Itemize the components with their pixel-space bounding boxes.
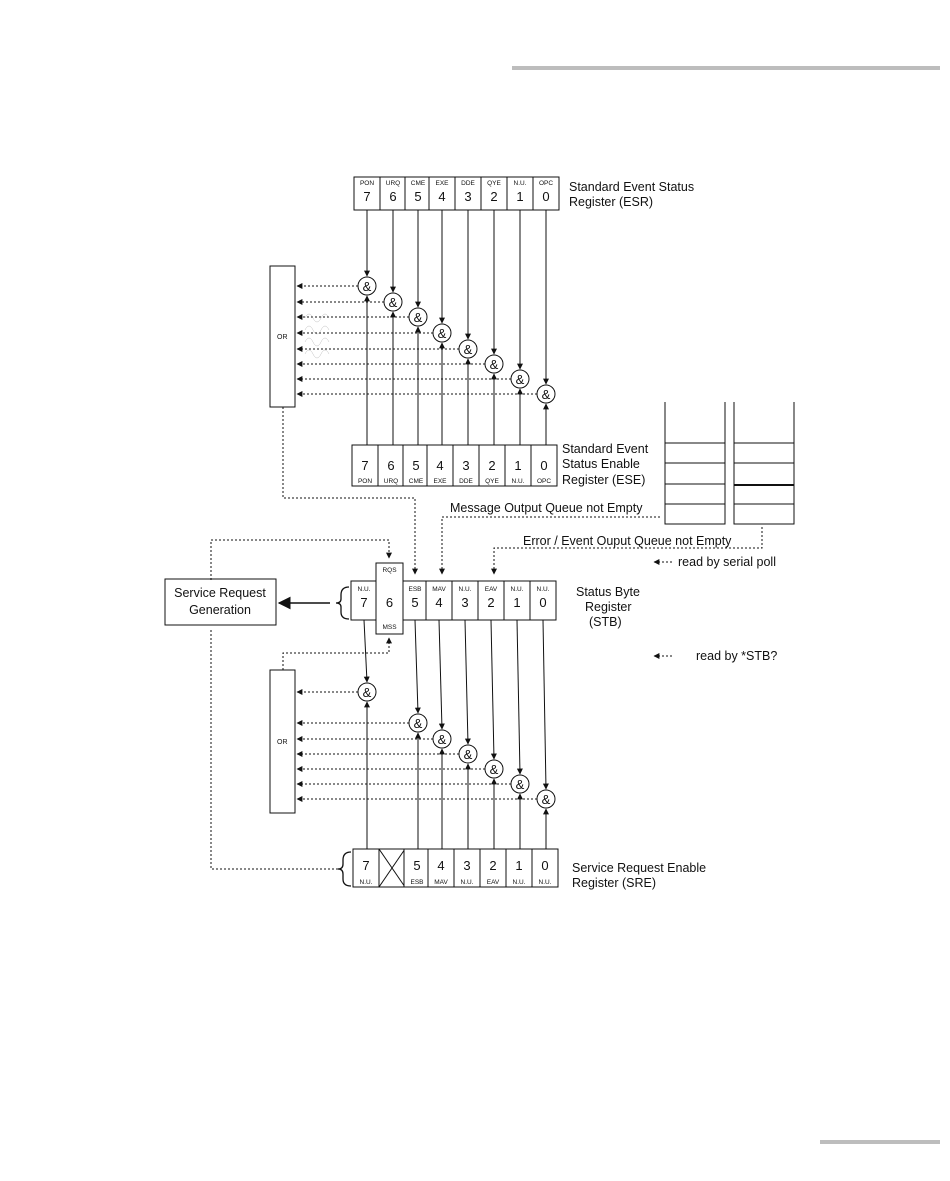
message-queue-label: Message Output Queue not Empty bbox=[450, 501, 643, 515]
stb-to-gate-line bbox=[364, 620, 367, 682]
and-gate-symbol: & bbox=[515, 777, 525, 792]
stb-bit-label: N.U. bbox=[458, 586, 472, 593]
and-gate-symbol: & bbox=[413, 310, 423, 325]
ese-bit-label: DDE bbox=[459, 478, 473, 485]
esr-bit-num: 0 bbox=[542, 189, 550, 204]
stb-to-gate-line bbox=[517, 620, 520, 774]
ese-bit-label: N.U. bbox=[511, 478, 525, 485]
esr-bit-num: 1 bbox=[516, 189, 524, 204]
ese-bit-num: 0 bbox=[540, 458, 548, 473]
ese-bit-num: 1 bbox=[514, 458, 522, 473]
stb-to-gate-line bbox=[415, 620, 418, 713]
stb-bit-num: 2 bbox=[487, 595, 495, 610]
sre-bit-num: 2 bbox=[489, 858, 497, 873]
ese-bit-num: 3 bbox=[462, 458, 470, 473]
sre-bit-num: 0 bbox=[541, 858, 549, 873]
and-gate-symbol: & bbox=[437, 732, 447, 747]
stb-to-gate-line bbox=[543, 620, 546, 789]
ese-bit-num: 2 bbox=[488, 458, 496, 473]
sre-bit-num: 7 bbox=[362, 858, 370, 873]
sre-title-line1: Service Request Enable bbox=[572, 861, 707, 875]
legend-serial-poll: read by serial poll bbox=[678, 555, 776, 569]
and-gate-symbol: & bbox=[463, 747, 473, 762]
or-label-lower: OR bbox=[277, 739, 288, 746]
mss-summary-path bbox=[283, 638, 389, 670]
and-gate-symbol: & bbox=[388, 295, 398, 310]
legend-stb-query: read by *STB? bbox=[696, 649, 778, 663]
esr-bit-label: PON bbox=[359, 180, 375, 187]
sre-register bbox=[353, 849, 558, 887]
message-output-queue bbox=[665, 402, 725, 524]
sre-bit-label: N.U. bbox=[512, 879, 526, 886]
sre-bit-num: 4 bbox=[437, 858, 445, 873]
footer-rule bbox=[820, 1140, 940, 1144]
stb-bit-label: N.U. bbox=[510, 586, 524, 593]
mss-label: MSS bbox=[382, 624, 397, 631]
stb-bit-num: 5 bbox=[411, 595, 419, 610]
esr-title-line2: Register (ESR) bbox=[569, 195, 654, 209]
sre-bit-label: MAV bbox=[434, 879, 448, 886]
rqs-label: RQS bbox=[382, 567, 397, 574]
sre-bit-label: EAV bbox=[486, 879, 500, 886]
lower-and-gates bbox=[297, 620, 555, 849]
or-label-upper: OR bbox=[277, 334, 288, 341]
and-gate-symbol: & bbox=[489, 762, 499, 777]
ese-bit-label: QYE bbox=[485, 478, 499, 485]
ese-bit-label: CME bbox=[408, 478, 424, 485]
and-gate-symbol: & bbox=[515, 372, 525, 387]
stb-title-line1: Status Byte bbox=[576, 585, 640, 599]
and-gate-symbol: & bbox=[437, 326, 447, 341]
stb-bit-num: 1 bbox=[513, 595, 521, 610]
sre-title-line2: Register (SRE) bbox=[572, 876, 657, 890]
and-gate-symbol: & bbox=[541, 387, 551, 402]
stb-bit-label: MAV bbox=[432, 586, 446, 593]
stb-title-line2: Register bbox=[585, 600, 632, 614]
esr-bit-label: DDE bbox=[461, 180, 475, 187]
esr-bit-num: 4 bbox=[438, 189, 446, 204]
sre-bit-num: 1 bbox=[515, 858, 523, 873]
stb-bit-num: 7 bbox=[360, 595, 368, 610]
ese-bit-label: PON bbox=[357, 478, 373, 485]
sre-bit-num: 3 bbox=[463, 858, 471, 873]
upper-and-gates bbox=[297, 210, 555, 445]
esr-bit-label: EXE bbox=[435, 180, 449, 187]
ese-title-line3: Register (ESE) bbox=[562, 473, 646, 487]
sre-bit-label: N.U. bbox=[359, 879, 373, 886]
stb-bit-num: 3 bbox=[461, 595, 469, 610]
and-gate-symbol: & bbox=[463, 342, 473, 357]
ese-register bbox=[352, 445, 557, 486]
sre-bit-label: ESB bbox=[410, 879, 424, 886]
esr-bit-num: 2 bbox=[490, 189, 498, 204]
stb-bit-label: N.U. bbox=[357, 586, 371, 593]
esr-bit-num: 3 bbox=[464, 189, 472, 204]
sre-bit-label: N.U. bbox=[460, 879, 474, 886]
stb-bit6-num: 6 bbox=[385, 595, 394, 610]
stb-brace bbox=[336, 587, 349, 619]
scan-artifact bbox=[305, 314, 329, 358]
error-queue-label: Error / Event Ouput Queue not Empty bbox=[523, 534, 732, 548]
ese-title-line2: Status Enable bbox=[562, 457, 640, 471]
stb-to-gate-line bbox=[465, 620, 468, 744]
ese-bit-label: OPC bbox=[536, 478, 552, 485]
stb-title-line3: (STB) bbox=[589, 615, 622, 629]
srg-line1: Service Request bbox=[174, 586, 266, 600]
esr-bit-label: CME bbox=[410, 180, 426, 187]
ese-bit-num: 7 bbox=[361, 458, 369, 473]
ese-bit-num: 6 bbox=[387, 458, 395, 473]
esr-bit-label: OPC bbox=[538, 180, 554, 187]
stb-to-gate-line bbox=[439, 620, 442, 729]
sre-bit-label: N.U. bbox=[538, 879, 552, 886]
sre-bit-num: 5 bbox=[413, 858, 421, 873]
ese-bit-num: 5 bbox=[412, 458, 420, 473]
esb-summary-path bbox=[283, 407, 415, 574]
and-gate-symbol: & bbox=[362, 685, 372, 700]
esr-bit-num: 7 bbox=[363, 189, 371, 204]
esr-bit-label: N.U. bbox=[513, 180, 527, 187]
stb-bit-num: 0 bbox=[539, 595, 547, 610]
esr-bit-num: 6 bbox=[389, 189, 397, 204]
esr-bit-num: 5 bbox=[414, 189, 422, 204]
header-rule bbox=[512, 66, 940, 70]
stb-bit-label: EAV bbox=[484, 586, 498, 593]
ese-bit-label: URQ bbox=[383, 478, 399, 485]
esr-title-line1: Standard Event Status bbox=[569, 180, 695, 194]
stb-bit-label: N.U. bbox=[536, 586, 550, 593]
esr-bit-label: QYE bbox=[487, 180, 501, 187]
ese-bit-num: 4 bbox=[436, 458, 444, 473]
esr-bit-label: URQ bbox=[385, 180, 401, 187]
and-gate-symbol: & bbox=[541, 792, 551, 807]
ese-title-line1: Standard Event bbox=[562, 442, 649, 456]
esr-register bbox=[354, 177, 559, 210]
and-gate-symbol: & bbox=[489, 357, 499, 372]
and-gate-symbol: & bbox=[413, 716, 423, 731]
stb-bit-num: 4 bbox=[435, 595, 443, 610]
stb-to-gate-line bbox=[491, 620, 494, 759]
stb-bit-label: ESB bbox=[408, 586, 422, 593]
rqs-path bbox=[211, 540, 389, 580]
ese-bit-label: EXE bbox=[433, 478, 447, 485]
sre-brace bbox=[338, 852, 351, 886]
error-event-queue bbox=[734, 402, 794, 524]
srg-line2: Generation bbox=[189, 603, 251, 617]
and-gate-symbol: & bbox=[362, 279, 372, 294]
